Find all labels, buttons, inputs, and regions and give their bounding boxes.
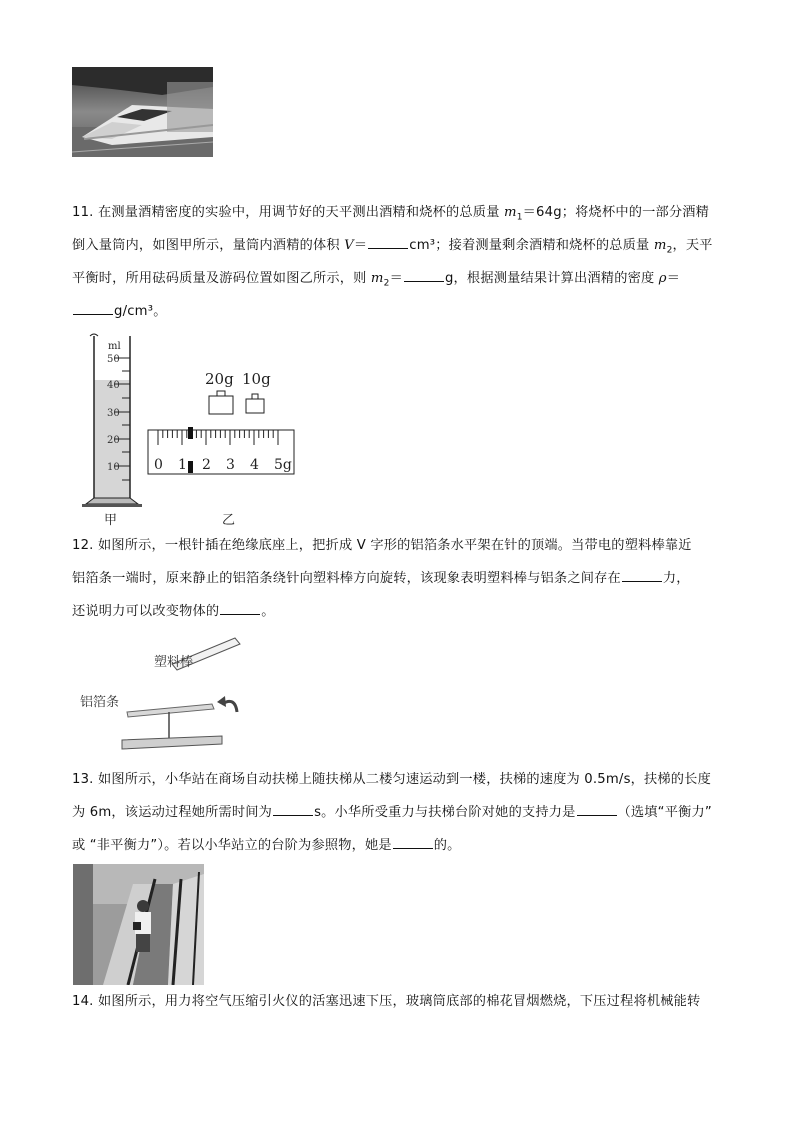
answer-blank-density[interactable] bbox=[73, 300, 113, 315]
answer-blank-force-relation[interactable] bbox=[577, 801, 617, 816]
answer-blank-force-type[interactable] bbox=[622, 567, 662, 582]
tick-label-20: 20 bbox=[107, 435, 120, 446]
scale-label-5g: 5g bbox=[274, 457, 292, 473]
insulating-base bbox=[122, 736, 222, 749]
foil-label: 铝箔条 bbox=[80, 695, 120, 710]
escalator-photo bbox=[73, 864, 204, 985]
scale-label-2: 2 bbox=[202, 457, 211, 473]
answer-blank-motion-relative[interactable] bbox=[393, 834, 433, 849]
answer-blank-volume[interactable] bbox=[368, 234, 408, 249]
question-14: 14. 如图所示，用力将空气压缩引火仪的活塞迅速下压，玻璃筒底部的棉花冒烟燃烧，下压过程将机械能转 bbox=[72, 994, 701, 1009]
figure-12 bbox=[72, 632, 272, 757]
answer-blank-motion-state[interactable] bbox=[220, 600, 260, 615]
weight-label-10g: 10g bbox=[242, 370, 271, 388]
tick-label-10: 10 bbox=[107, 462, 120, 473]
scale-label-0: 0 bbox=[154, 457, 163, 473]
question-13: 13. 如图所示，小华站在商场自动扶梯上随扶梯从二楼匀速运动到一楼，扶梯的速度为 0.5m/s，扶梯的长度 为 6m，该运动过程她所需时间为 s。小华所受重力与扶梯台阶对她的支持力是 （选填“平衡力” 或 “非平衡力”）。若以小华站立的台阶为参照物，她是 的。 bbox=[72, 772, 712, 853]
rider-bottom bbox=[188, 461, 193, 473]
tick-label-50: 50 bbox=[107, 354, 120, 365]
figure-11 bbox=[72, 328, 302, 528]
weight-10g bbox=[246, 394, 264, 413]
question-12: 12. 如图所示，一根针插在绝缘底座上，把折成 V 字形的铝箔条水平架在针的顶端。当带电的塑料棒靠近 铝箔条一端时，原来静止的铝箔条绕针向塑料棒方向旋转，该现象表明塑料棒与铝条之间存在 力， 还说明力可以改变物体的 。 bbox=[72, 538, 692, 619]
rider-top bbox=[188, 427, 193, 439]
balance-beam-scale bbox=[148, 427, 294, 474]
graduated-cylinder bbox=[82, 334, 142, 507]
aluminum-foil-strip bbox=[127, 704, 214, 717]
weight-label-20g: 20g bbox=[205, 370, 234, 388]
train-photo bbox=[72, 67, 213, 157]
scale-label-4: 4 bbox=[250, 457, 259, 473]
answer-blank-time[interactable] bbox=[273, 801, 313, 816]
question-11: 11. 在测量酒精密度的实验中，用调节好的天平测出酒精和烧杯的总质量 $m_1=64g$；将烧杯中的一部分酒精 倒入量筒内，如图甲所示，量筒内酒精的体积 V＝ cm³；接着测量剩余酒精和烧杯的总质量 $m_2$，天平 平衡时，所用砝码质量及游码位置如图乙所示，则 $m_2= g$，根据测量结果计算出酒精的密度 ρ＝ g/cm³。 bbox=[72, 205, 713, 319]
caption-jia: 甲 bbox=[104, 513, 118, 528]
scale-label-3: 3 bbox=[226, 457, 235, 473]
cylinder-unit: ml bbox=[108, 341, 121, 352]
scale-label-1: 1 bbox=[178, 457, 187, 473]
weight-20g bbox=[209, 391, 233, 414]
tick-label-40: 40 bbox=[107, 380, 120, 391]
answer-blank-mass[interactable] bbox=[404, 267, 444, 282]
caption-yi: 乙 bbox=[222, 513, 236, 528]
tick-label-30: 30 bbox=[107, 408, 120, 419]
rod-label: 塑料棒 bbox=[154, 655, 194, 670]
